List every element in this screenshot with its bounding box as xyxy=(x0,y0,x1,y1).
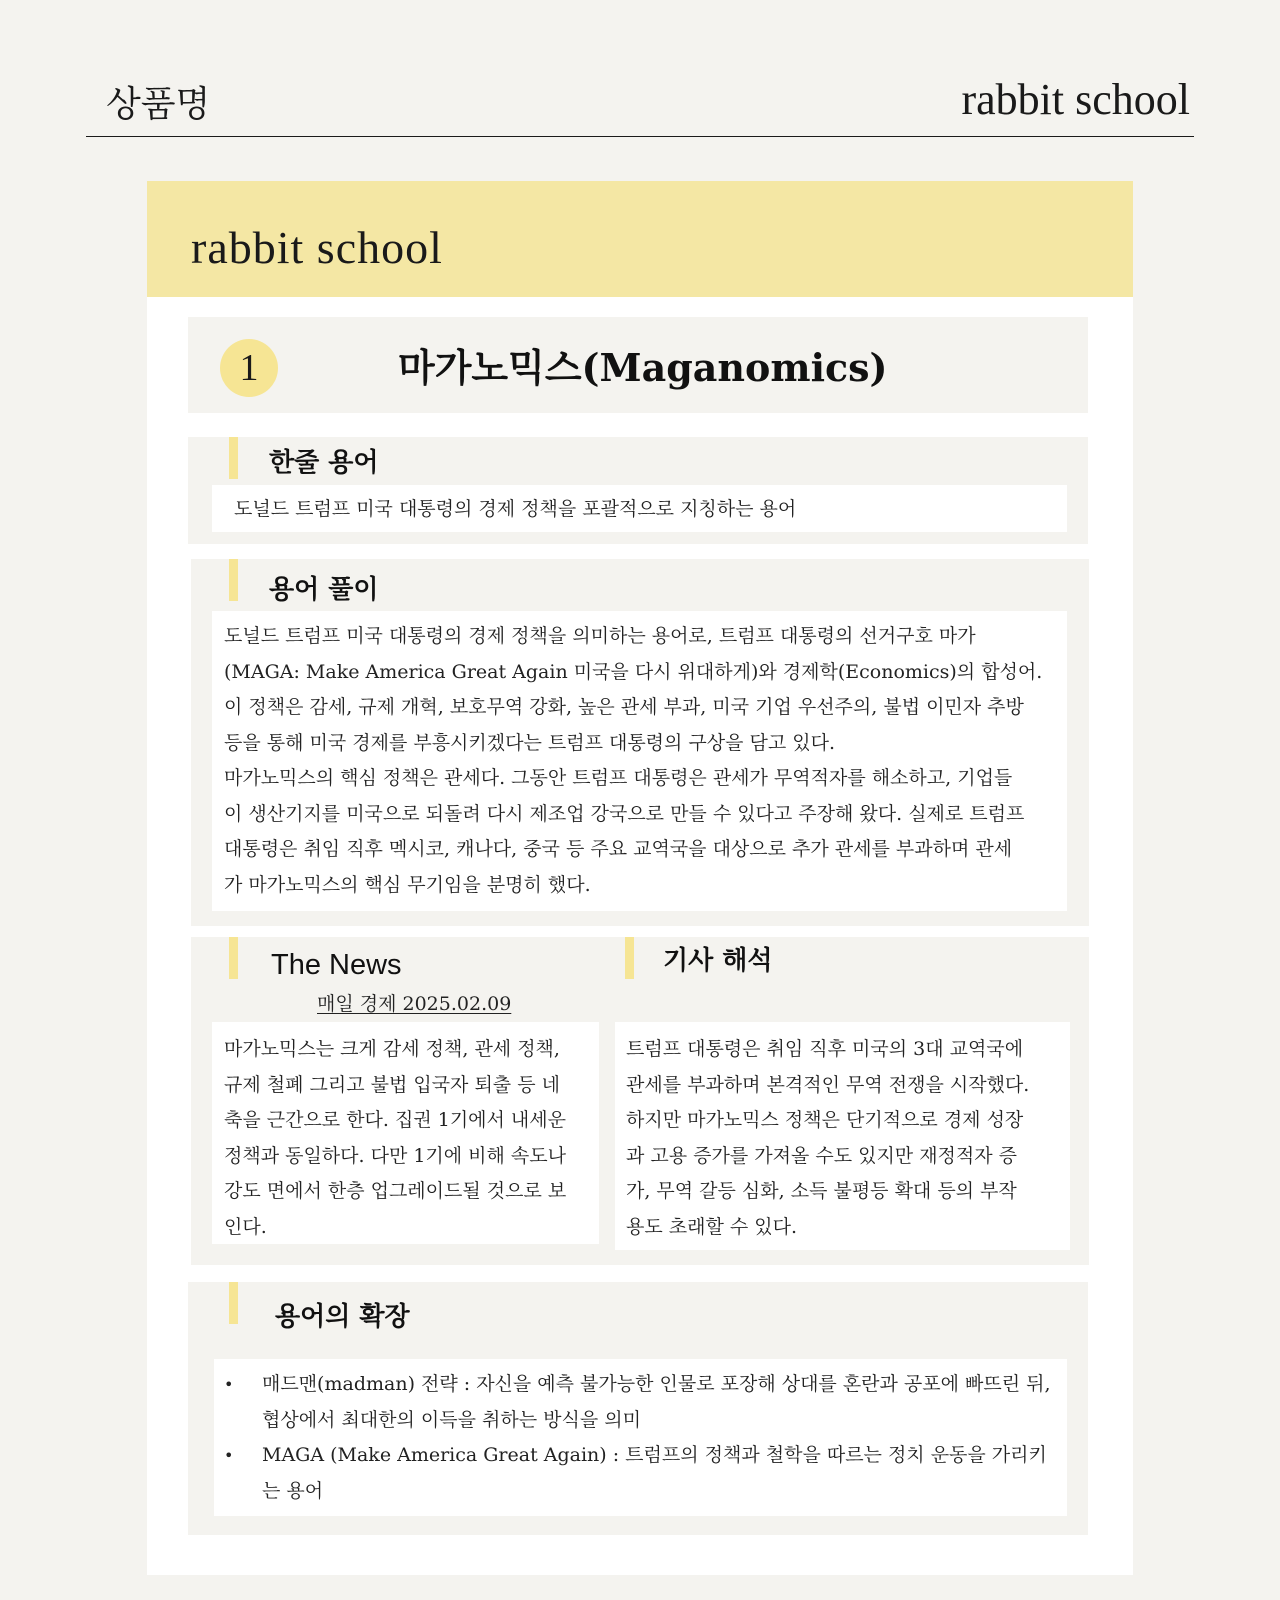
definition-box xyxy=(212,611,1067,911)
one-line-heading: 한줄 용어 xyxy=(269,448,379,478)
extension-box xyxy=(214,1359,1067,1516)
one-line-text: 도널드 트럼프 미국 대통령의 경제 정책을 포괄적으로 지칭하는 용어 xyxy=(234,498,797,520)
definition-text: 도널드 트럼프 미국 대통령의 경제 정책을 의미하는 용어로, 트럼프 대통령의 선거구호 마가 (MAGA: Make America Great Again 미국을 다시 위대하게)와 경제학(Economics)의 합성어. 이 정책은 감세, 규제 개혁, 보호무역 강화, 높은 관세 부과, 미국 기업 우선주의, 불법 이민자 추방 등을 통해 미국 경제를 부흥시키겠다는 트럼프 대통령의 구상을 담고 있다. 마가노믹스의 핵심 정책은 관세다. 그동안 트럼프 대통령은 관세가 무역적자를 해소하고, 기업들 이 생산기지를 미국으로 되돌려 다시 제조업 강국으로 만들 수 있다고 주장해 왔다. 실제로 트럼프 대통령은 취임 직후 멕시코, 캐나다, 중국 등 주요 교역국을 대상으로 추가 관세를 부과하며 관세 가 마가노믹스의 핵심 무기임을 분명히 했다. xyxy=(224,625,1043,896)
extension-section xyxy=(188,1282,1088,1535)
news-section xyxy=(191,937,1089,1265)
term-number-badge: 1 xyxy=(220,339,278,397)
section-accent-bar xyxy=(229,1282,238,1324)
news-text: 마가노믹스는 크게 감세 정책, 관세 정책, 규제 철폐 그리고 불법 입국자 퇴출 등 네 축을 근간으로 한다. 집권 1기에서 내세운 정책과 동일하다. 다만 1기에 비해 속도나 강도 면에서 한층 업그레이드될 것으로 보 인다. xyxy=(224,1038,567,1238)
news-source-link[interactable]: 매일 경제 2025.02.09 xyxy=(317,993,512,1015)
product-name-title: 상품명 xyxy=(106,84,211,125)
section-accent-bar xyxy=(229,437,238,479)
one-line-section xyxy=(188,437,1088,544)
analysis-heading: 기사 해석 xyxy=(663,946,773,976)
card-brand-logo: rabbit school xyxy=(191,222,443,273)
term-card xyxy=(147,181,1133,1575)
list-item: • 매드맨(madman) 전략 : 자신을 예측 불가능한 인물로 포장해 상대를 혼란과 공포에 빠뜨린 뒤, 협상에서 최대한의 이득을 취하는 방식을 의미 xyxy=(214,1367,1053,1438)
term-title: 마가노믹스(Maganomics) xyxy=(398,345,888,390)
analysis-text: 트럼프 대통령은 취임 직후 미국의 3대 교역국에 관세를 부과하며 본격적인 무역 전쟁을 시작했다. 하지만 마가노믹스 정책은 단기적으로 경제 성장 과 고용 증가를 가져올 수도 있지만 재정적자 증 가, 무역 갈등 심화, 소득 불평등 확대 등의 부작 용도 초래할 수 있다. xyxy=(626,1038,1030,1238)
section-accent-bar xyxy=(229,937,238,979)
card-banner xyxy=(147,181,1133,297)
term-title-panel xyxy=(188,317,1088,413)
news-heading: The News xyxy=(271,949,402,981)
definition-section xyxy=(191,559,1089,926)
header-brand-logo: rabbit school xyxy=(961,75,1190,124)
page-header xyxy=(86,76,1194,137)
one-line-box xyxy=(212,485,1067,532)
definition-heading: 용어 풀이 xyxy=(269,575,379,605)
extension-heading: 용어의 확장 xyxy=(275,1302,410,1332)
analysis-box xyxy=(615,1022,1070,1250)
list-item: • MAGA (Make America Great Again) : 트럼프의 정책과 철학을 따르는 정치 운동을 가리키는 용어 xyxy=(214,1438,1053,1509)
section-accent-bar xyxy=(625,937,634,979)
news-box xyxy=(212,1022,599,1244)
extension-list xyxy=(214,1359,1067,1509)
section-accent-bar xyxy=(229,559,238,601)
